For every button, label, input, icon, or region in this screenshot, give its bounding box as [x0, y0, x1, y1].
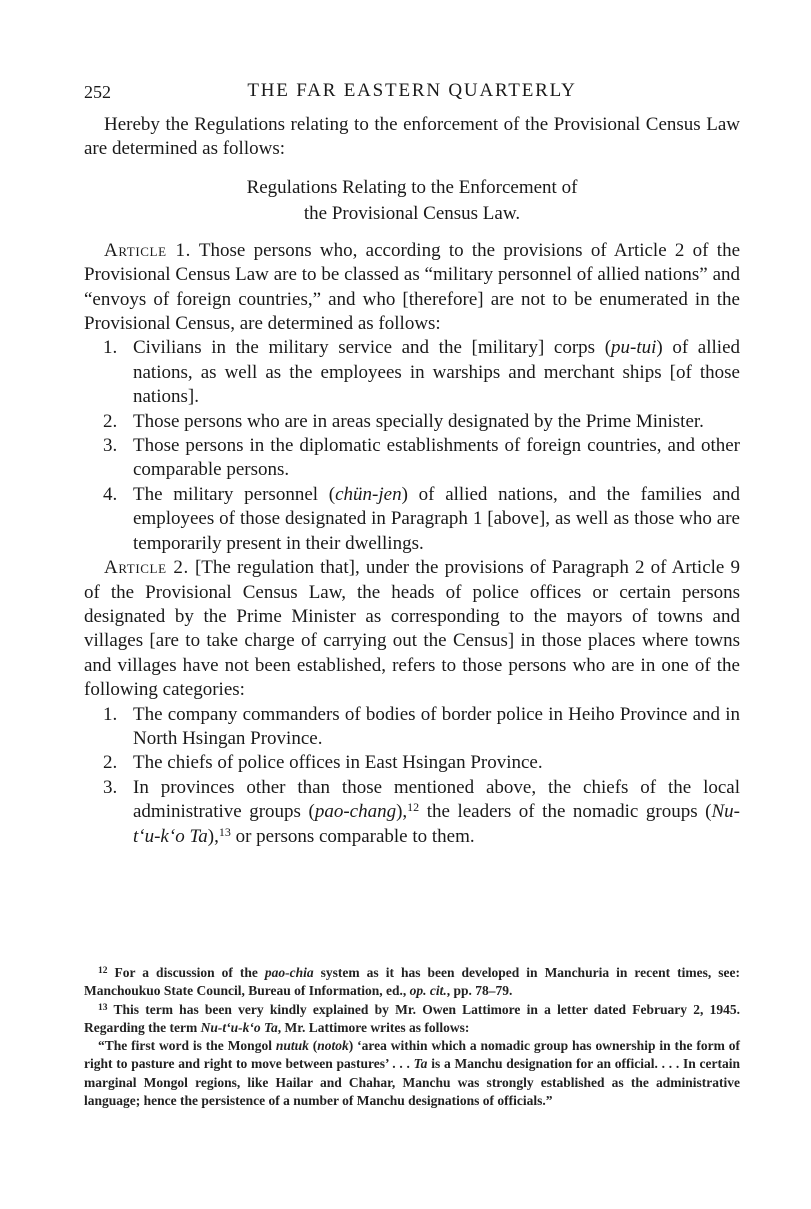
- item-number: 2.: [103, 752, 118, 774]
- footnote-text: system as it has been developed in Manchuria in recent times, see: Manchoukuo State Council, Bureau of Information, ed.,: [84, 965, 740, 999]
- footnote-term: pao-chia: [264, 965, 314, 980]
- article-2-label: Article 2.: [104, 557, 189, 579]
- item-number: 4.: [103, 483, 118, 505]
- regulation-title: [84, 175, 740, 227]
- romanized-term: pu-tui: [611, 337, 657, 359]
- footnote-ref-13[interactable]: 13: [218, 824, 231, 839]
- list-item: [84, 434, 740, 483]
- regulation-title-line-2: the Provisional Census Law.: [303, 202, 521, 224]
- footnote-ref-12[interactable]: 12: [407, 800, 420, 815]
- regulation-title-line-1: Regulations Relating to the Enforcement of: [246, 176, 578, 198]
- romanized-term: pao-chang: [314, 801, 397, 823]
- article-1-list: [84, 336, 740, 556]
- item-text: The company commanders of bodies of border police in Heiho Province and in North Hsingan Province.: [133, 703, 740, 749]
- romanized-term: Nu-t‘u-k‘o Ta: [133, 801, 740, 847]
- item-text-tail: ) of allied nations, as well as the employees in warships and merchant ships [of those nations].: [133, 337, 741, 408]
- page-number: 252: [84, 82, 111, 102]
- list-item: [84, 336, 740, 409]
- footnote-marker: 13: [98, 1002, 108, 1013]
- item-text: Civilians in the military service and the [military] corps (: [133, 337, 612, 359]
- article-1-label: Article 1.: [104, 239, 191, 261]
- footnote-13: [84, 1001, 740, 1038]
- item-text-mid: the leaders of the nomadic groups (: [419, 801, 712, 823]
- item-number: 3.: [103, 776, 118, 798]
- footnote-text: , pp. 78–79.: [446, 983, 513, 999]
- item-number: 1.: [103, 337, 118, 359]
- footnote-text: , Mr. Lattimore writes as follows:: [277, 1019, 470, 1035]
- quote-text: (: [308, 1038, 318, 1054]
- romanized-term: chün-jen: [335, 483, 402, 505]
- footnote-term: Nu-t‘u-k‘o Ta: [200, 1019, 278, 1035]
- item-text: The military personnel (: [133, 483, 336, 505]
- list-item: [84, 410, 740, 434]
- article-1-paragraph: [84, 239, 740, 337]
- journal-title: THE FAR EASTERN QUARTERLY: [247, 80, 577, 101]
- article-2-list: [84, 703, 740, 849]
- quote-term: Ta: [413, 1056, 428, 1072]
- item-number: 3.: [103, 435, 118, 457]
- item-number: 1.: [103, 703, 118, 725]
- quote-text: ) ‘area within which a nomadic group has ownership in the form of right to pasture and right to move between pastures’ . . .: [84, 1038, 740, 1072]
- item-number: 2.: [103, 410, 118, 432]
- footnote-quote: [84, 1037, 740, 1110]
- item-text-tail: or persons comparable to them.: [230, 825, 475, 847]
- page: [84, 74, 740, 849]
- list-item: [84, 776, 740, 849]
- footnote-marker: 12: [98, 966, 108, 976]
- item-text: Those persons in the diplomatic establishments of foreign countries, and other comparable persons.: [133, 435, 740, 481]
- article-2-paragraph: [84, 556, 740, 702]
- footnote-12: [84, 964, 740, 1001]
- list-item: [84, 483, 740, 556]
- intro-paragraph: Hereby the Regulations relating to the enforcement of the Provisional Census Law are determined as follows:: [84, 114, 740, 160]
- footnote-text: This term has been very kindly explained by Mr. Owen Lattimore in a letter dated February 2, 1945. Regarding the term: [84, 1001, 740, 1035]
- list-item: [84, 703, 740, 752]
- footnote-citation: op. cit.: [409, 983, 447, 999]
- list-item: [84, 751, 740, 775]
- article-2-text: [The regulation that], under the provisions of Paragraph 2 of Article 9 of the Provisional Census Law, the heads of police offices or certain persons designated by the Prime Minister as corresponding to the mayors of towns and villages [are to take charge of carrying out the Census] in those places where towns and villages have not been established, refers to those persons who are in one of the following categories:: [84, 557, 740, 701]
- footnote-text: For a discussion of the: [107, 965, 265, 980]
- article-1-text: Those persons who, according to the provisions of Article 2 of the Provisional Census Law are to be classed as “military personnel of allied nations” and “envoys of foreign countries,” and who [therefore] are not to be enumerated in the Provisional Census, are determined as follows:: [84, 239, 740, 335]
- item-text: In provinces other than those mentioned above, the chiefs of the local administrative groups (: [133, 776, 740, 823]
- article-body: [84, 113, 740, 849]
- quote-term: nutuk: [275, 1038, 309, 1054]
- item-text: The chiefs of police offices in East Hsingan Province.: [133, 752, 543, 774]
- quote-text: is a Manchu designation for an official. . . . In certain marginal Mongol regions, like Hailar and Chahar, Manchu was strongly established as the administrative language; hence the persistence of a number of Manchu designations of officials.”: [84, 1056, 741, 1109]
- running-header: [84, 74, 740, 108]
- item-text-tail: ) of allied nations, and the families and employees of those designated in Paragraph 1 [above], as well as those who are temporarily present in their dwellings.: [133, 483, 740, 554]
- quote-text: “The first word is the Mongol: [98, 1038, 276, 1054]
- item-text-mid: ),: [207, 825, 219, 847]
- quote-term: notok: [317, 1038, 349, 1054]
- footnotes: [84, 964, 740, 1110]
- item-text-mid: ),: [396, 801, 408, 823]
- item-text: Those persons who are in areas specially designated by the Prime Minister.: [133, 410, 704, 432]
